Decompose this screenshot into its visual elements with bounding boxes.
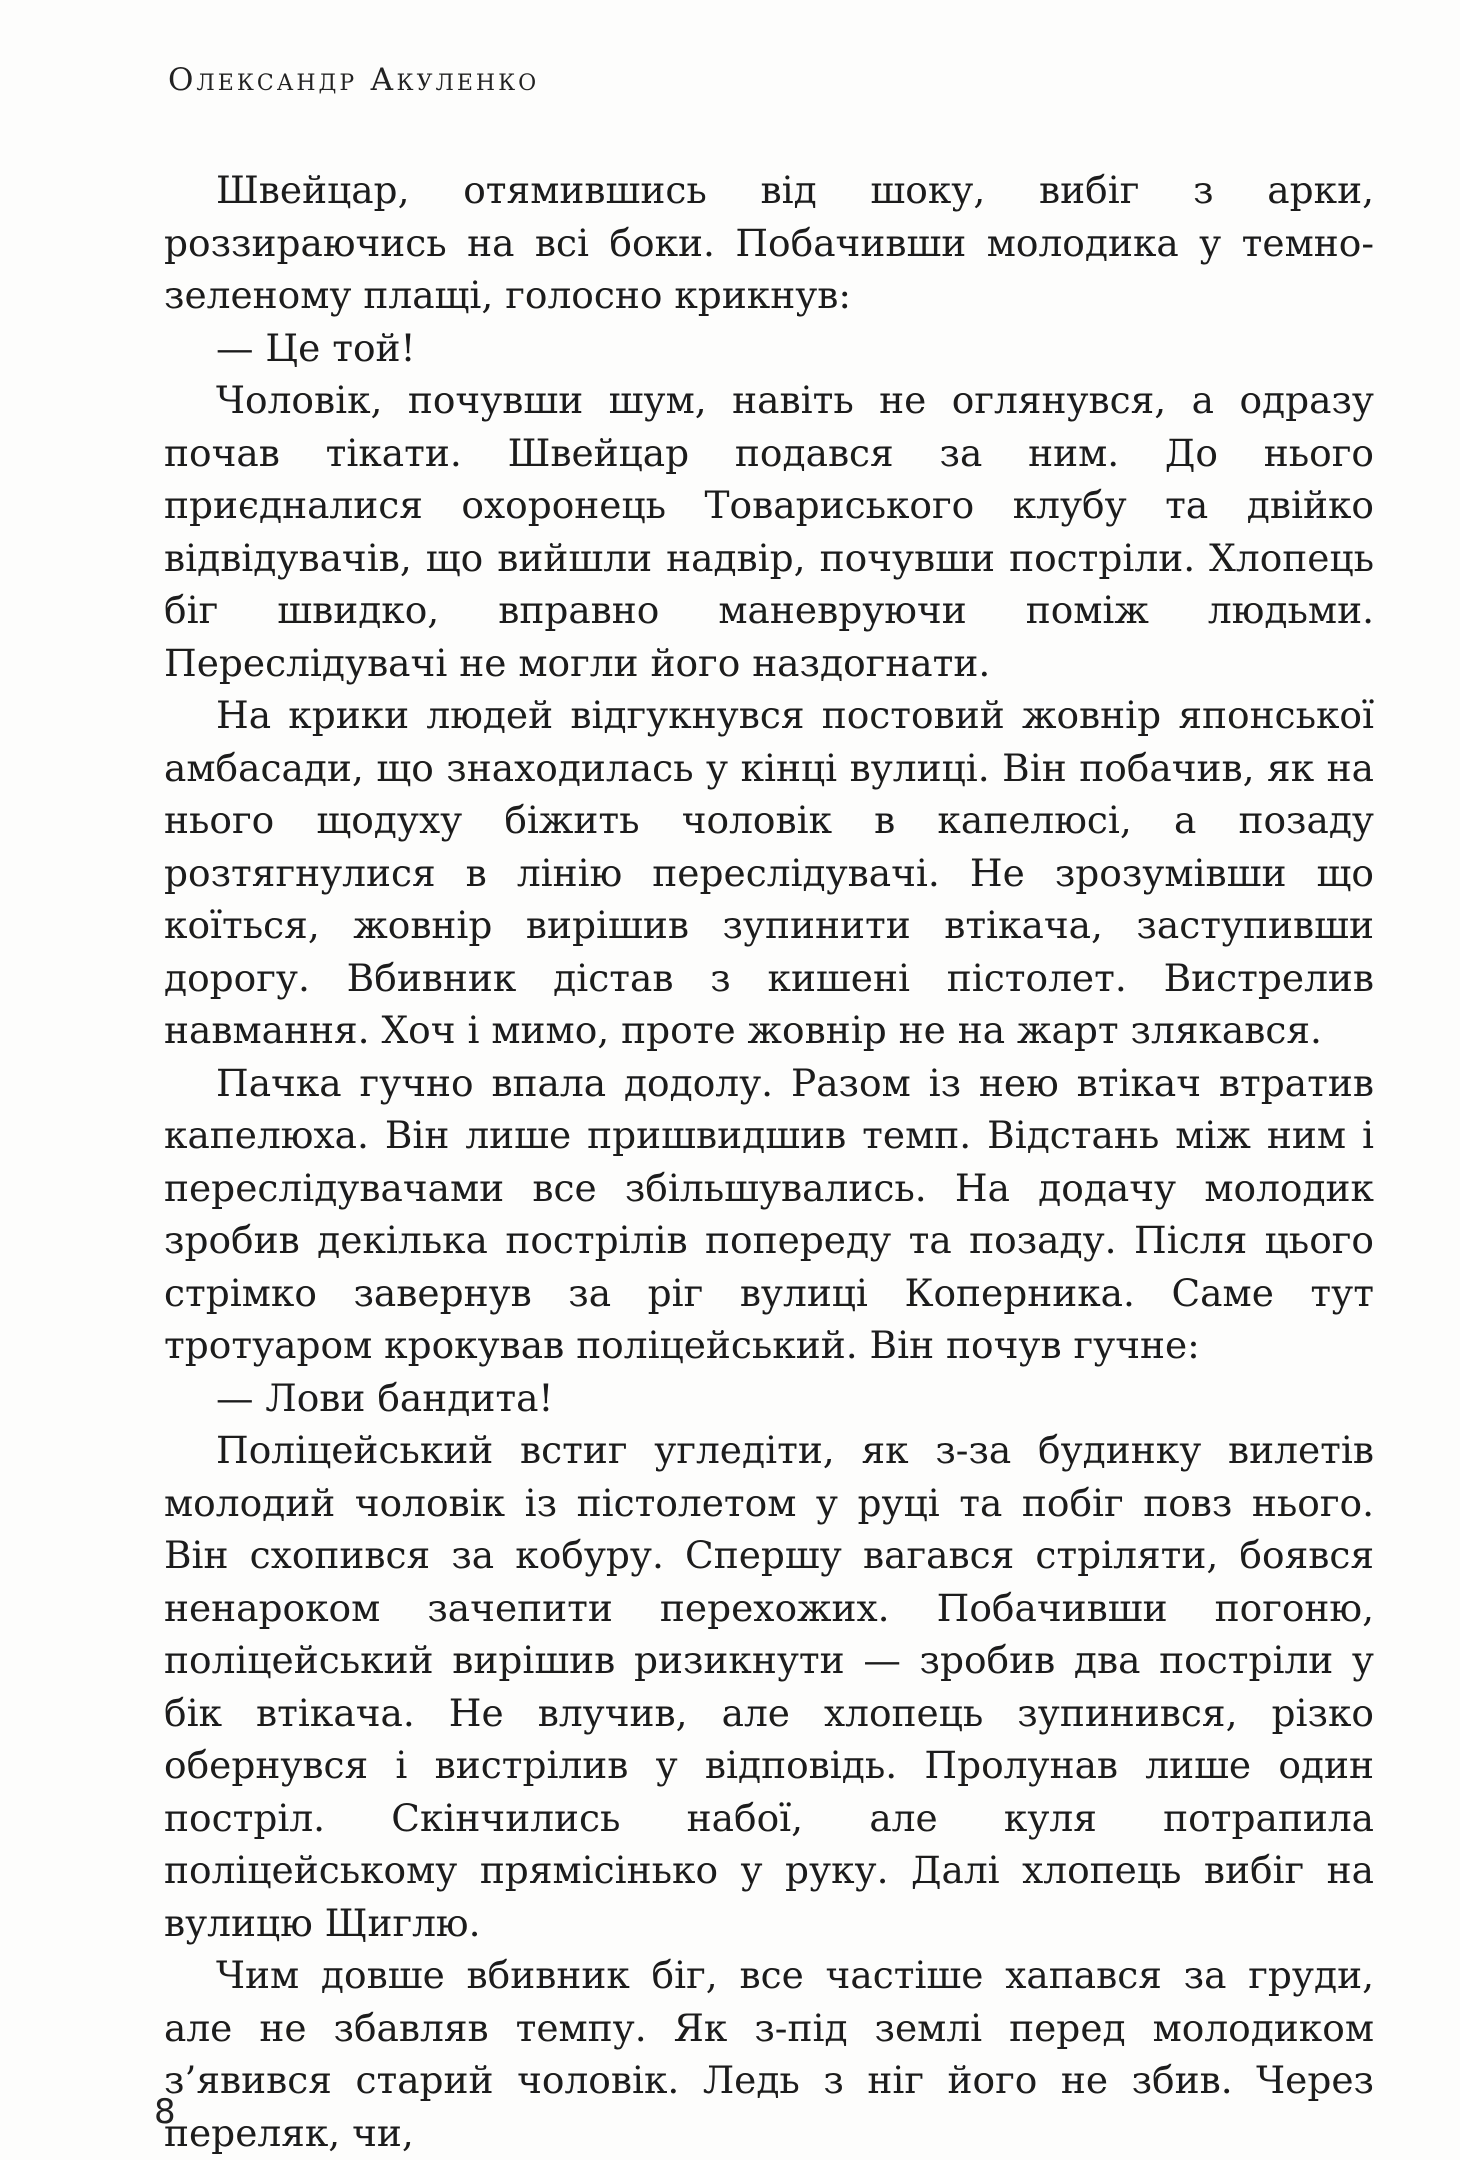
body-text [164, 164, 1374, 2159]
paragraph: Швейцар, отямившись від шоку, вибіг з арки, роззираючись на всі боки. Побачивши молодика у темно-зеленому плащі, голосно крикнув: [164, 168, 1374, 317]
paragraph: Чим довше вбивник біг, все частіше хапався за груди, але не збавляв темпу. Як з-під землі перед молодиком з’явився старий чоловік. Ледь з ніг його не збив. Через переляк, чи, [164, 1953, 1374, 2155]
dialogue-line: — Лови бандита! [216, 1375, 554, 1420]
dialogue-line: — Це той! [216, 325, 416, 370]
paragraph: На крики людей відгукнувся постовий жовнір японської амбасади, що знаходилась у кінці вулиці. Він побачив, як на нього щодуху біжить чоловік в капелюсі, а позаду розтягнулися в лінію переслідувачі. Не зрозумівши що коїться, жовнір вирішив зупинити втікача, заступивши дорогу. Вбивник дістав з кишені пістолет. Вистрелив навмання. Хоч і мимо, проте жовнір не на жарт злякався. [164, 693, 1374, 1052]
paragraph: Чоловік, почувши шум, навіть не оглянувся, а одразу почав тікати. Швейцар подався за ним. До нього приєдналися охоронець Товариського клубу та двійко відвідувачів, що вийшли надвір, почувши постріли. Хлопець біг швидко, вправно маневруючи поміж людьми. Переслідувачі не могли його наздогнати. [164, 378, 1374, 685]
paragraph: Пачка гучно впала додолу. Разом із нею втікач втратив капелюха. Він лише пришвидшив темп. Відстань між ним і переслідувачами все збільшувались. На додачу молодик зробив декілька пострілів попереду та позаду. Після цього стрімко завернув за ріг вулиці Коперника. Саме тут тротуаром крокував поліцейський. Він почув гучне: [164, 1060, 1374, 1367]
running-head-author: Олександр Акуленко [168, 62, 540, 98]
paragraph: Поліцейський встиг угледіти, як з-за будинку вилетів молодий чоловік із пістолетом у руці та побіг повз нього. Він схопився за кобуру. Спершу вагався стріляти, боявся ненароком зачепити перехожих. Побачивши погоню, поліцейський вирішив ризикнути — зробив два постріли у бік втікача. Не влучив, але хлопець зупинився, різко обернувся і вистрілив у відповідь. Пролунав лише один постріл. Скінчились набої, але куля потрапила поліцейському прямісінько у руку. Далі хлопець вибіг на вулицю Щиглю. [164, 1428, 1374, 1945]
page-number: 8 [154, 2092, 176, 2132]
